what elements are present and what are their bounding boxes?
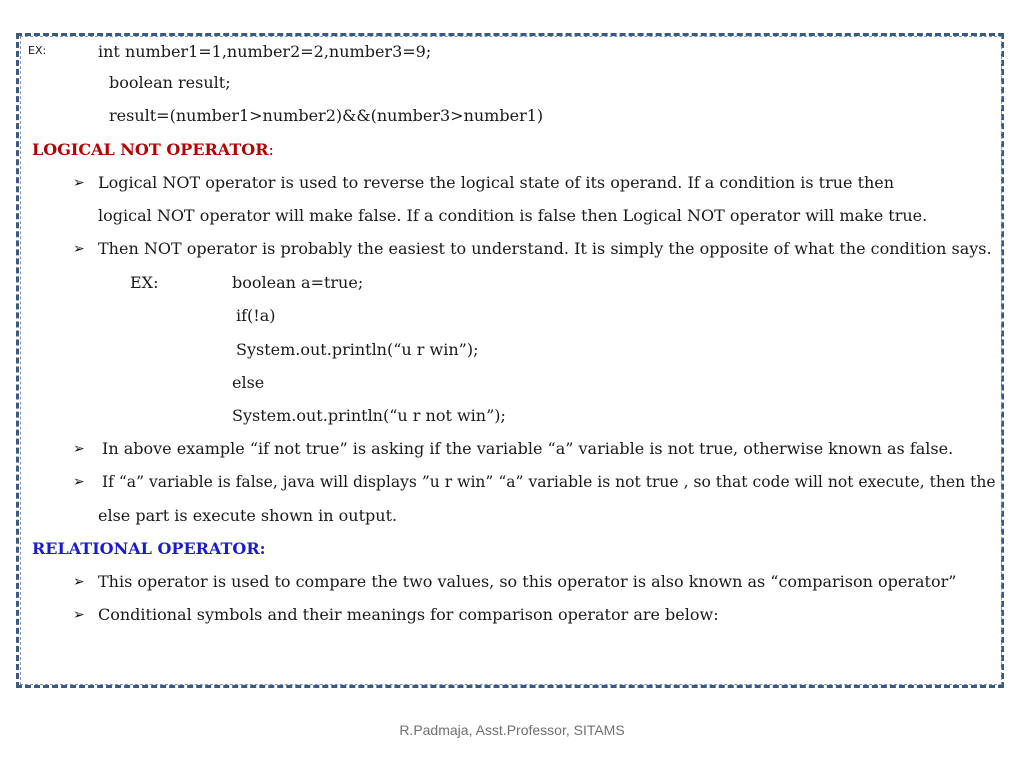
heading-relational: RELATIONAL OPERATOR:: [32, 539, 266, 558]
paragraph: Then NOT operator is probably the easiest to understand. It is simply the opposite of what the condition says.: [98, 239, 992, 258]
paragraph: If “a” variable is false, java will displays ”u r win” “a” variable is not true , so that code will not execute, then the: [102, 472, 996, 491]
code-line: boolean a=true;: [232, 273, 364, 292]
code-line: System.out.println(“u r not win”);: [232, 406, 506, 425]
bullet-icon: ➢: [73, 574, 85, 590]
heading-logical-not: [32, 140, 274, 160]
paragraph: This operator is used to compare the two values, so this operator is also known as “comparison operator”: [98, 572, 957, 591]
code-line: System.out.println(“u r win”);: [236, 340, 479, 359]
paragraph: In above example “if not true” is asking if the variable “a” variable is not true, otherwise known as false.: [102, 439, 954, 458]
heading-logical-not-text: LOGICAL NOT OPERATOR: [32, 140, 269, 159]
bullet-icon: ➢: [73, 441, 85, 457]
code-line: result=(number1>number2)&&(number3>number1): [109, 106, 544, 125]
paragraph: Conditional symbols and their meanings for comparison operator are below:: [98, 605, 719, 624]
heading-colon: :: [268, 140, 274, 159]
bullet-icon: ➢: [73, 474, 85, 490]
paragraph: else part is execute shown in output.: [98, 506, 398, 525]
footer-credit: R.Padmaja, Asst.Professor, SITAMS: [399, 722, 625, 738]
bullet-icon: ➢: [73, 241, 85, 257]
ex-label-top: EX:: [28, 44, 47, 57]
code-line: if(!a): [236, 306, 276, 325]
bullet-icon: ➢: [73, 175, 85, 191]
paragraph: logical NOT operator will make false. If a condition is false then Logical NOT operator will make true.: [98, 206, 928, 225]
bullet-icon: ➢: [73, 607, 85, 623]
code-line: boolean result;: [109, 73, 231, 92]
code-line: else: [232, 373, 265, 392]
code-line: int number1=1,number2=2,number3=9;: [98, 42, 432, 61]
ex-label: EX:: [130, 273, 159, 292]
paragraph: Logical NOT operator is used to reverse the logical state of its operand. If a condition is true then: [98, 173, 895, 192]
